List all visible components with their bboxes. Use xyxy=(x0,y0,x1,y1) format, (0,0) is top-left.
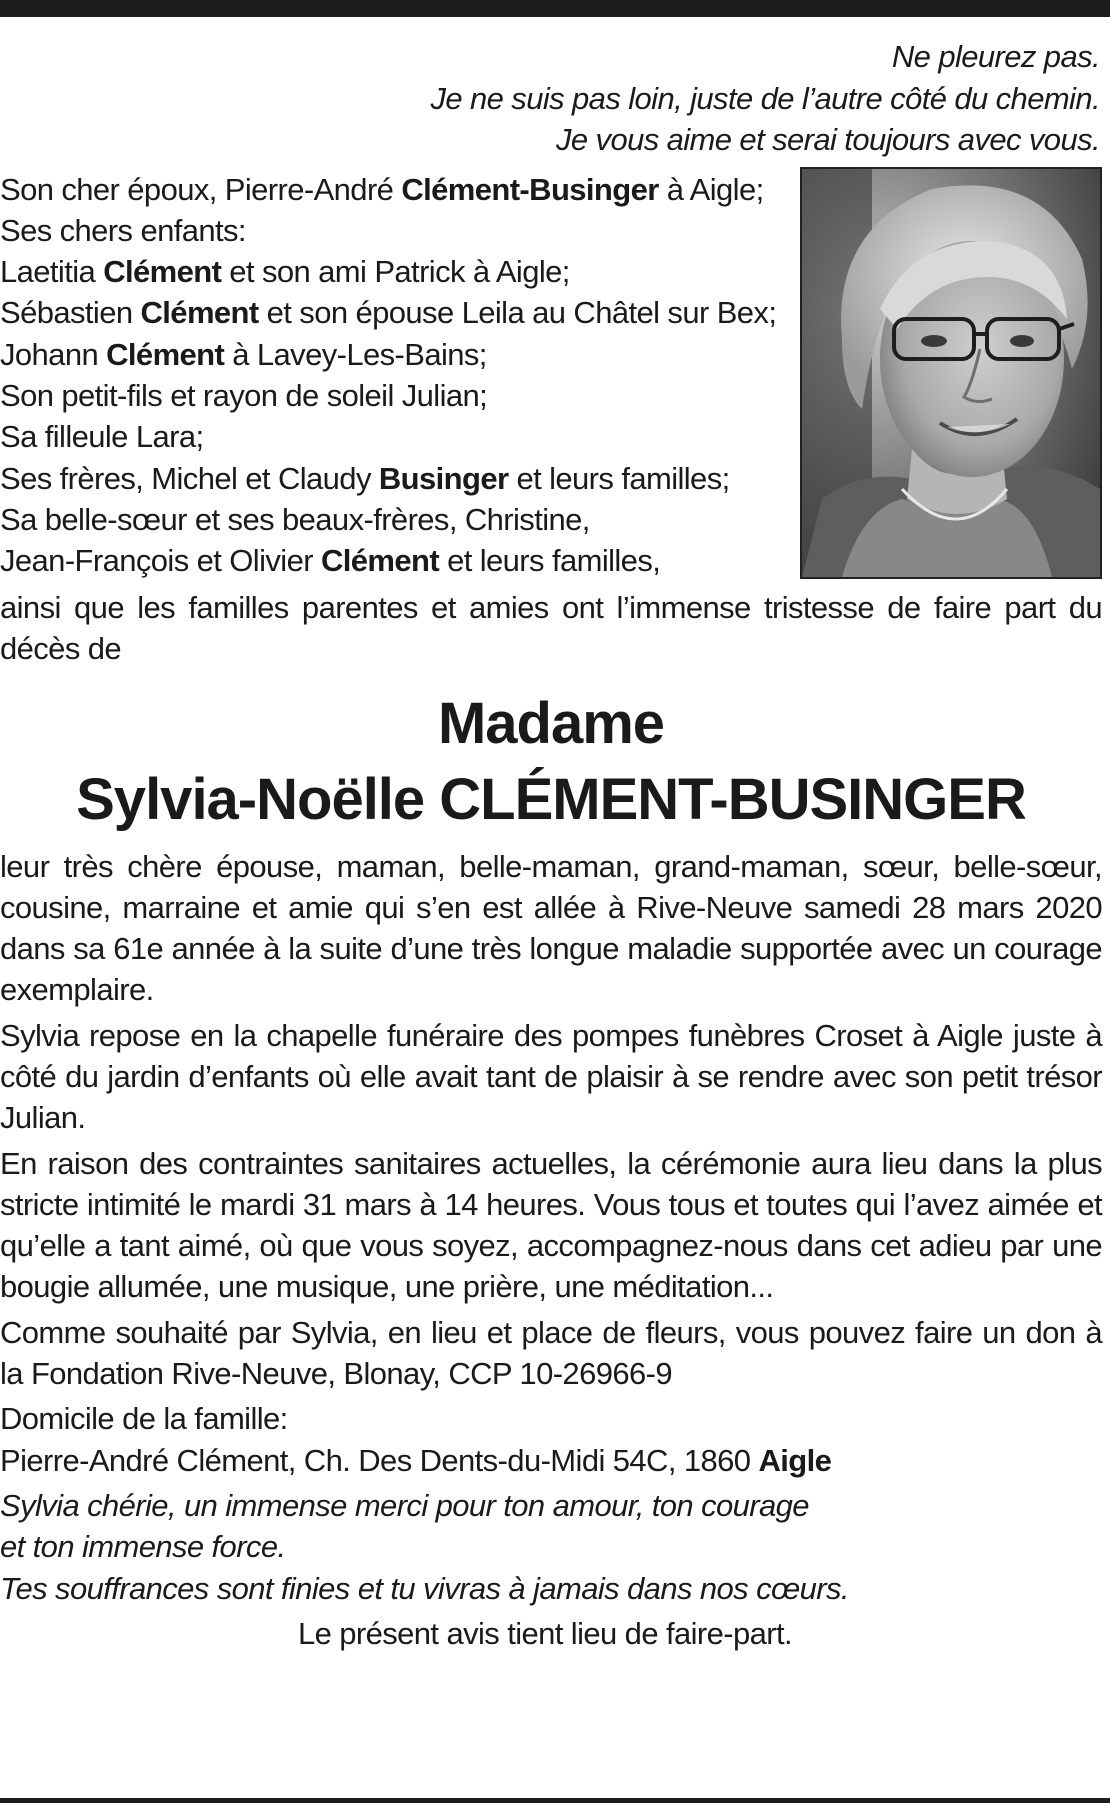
family-text: Jean-François et Olivier xyxy=(0,543,321,579)
family-line xyxy=(0,458,790,499)
family-text: Son cher époux, Pierre-André xyxy=(0,171,402,207)
family-surname: Clément xyxy=(140,295,259,331)
rest-paragraph: Sylvia repose en la chapelle funéraire des pompes funèbres Croset à Aigle juste à côté du jardin d’enfants où elle avait tant de plaisir à se rendre avec son petit trésor Julian. xyxy=(0,1017,1102,1136)
domicile-address-line xyxy=(0,1440,1102,1481)
domicile-city: Aigle xyxy=(758,1442,832,1478)
family-line xyxy=(0,540,790,581)
domicile-address: Pierre-André Clément, Ch. Des Dents-du-Midi 54C, 1860 xyxy=(0,1442,759,1478)
family-text: Johann xyxy=(0,336,107,372)
family-list xyxy=(0,169,790,582)
family-surname: Clément xyxy=(106,336,225,372)
family-line xyxy=(0,292,790,333)
announcement: ainsi que les familles parentes et amies ont l’immense tristesse de faire part du décès de xyxy=(0,589,1102,666)
family-text: Son petit-fils et rayon de soleil Julian; xyxy=(0,377,488,413)
closing-message xyxy=(0,1485,1102,1609)
domicile xyxy=(0,1398,1102,1481)
family-line xyxy=(0,499,790,540)
family-text: à Lavey-Les-Bains; xyxy=(224,336,487,372)
family-text: et son ami Patrick à Aigle; xyxy=(221,254,570,290)
family-line xyxy=(0,334,790,375)
domicile-label: Domicile de la famille: xyxy=(0,1401,288,1437)
family-text: et son épouse Leila au Châtel sur Bex; xyxy=(258,295,777,331)
top-rule xyxy=(0,0,1110,17)
deceased-title xyxy=(0,686,1102,838)
family-text: Sébastien xyxy=(0,295,141,331)
family-line xyxy=(0,416,790,457)
epigraph xyxy=(0,36,1100,161)
tribute-paragraph: leur très chère épouse, maman, belle-maman, grand-maman, sœur, belle-sœur, cousine, marraine et amie qui s’en est allée à Rive-Neuve samedi 28 mars 2020 dans sa 61e année à la suite d’une très longue maladie supportée avec un courage exemplaire. xyxy=(0,848,1102,1008)
family-text: Laetitia xyxy=(0,254,104,290)
family-text: Sa filleule Lara; xyxy=(0,419,204,455)
family-text: à Aigle; xyxy=(658,171,764,207)
donation-paragraph: Comme souhaité par Sylvia, en lieu et place de fleurs, vous pouvez faire un don à la Fondation Rive-Neuve, Blonay, CCP 10-26966-9 xyxy=(0,1314,1102,1392)
bottom-rule xyxy=(0,1798,1110,1803)
family-text: Sa belle-sœur et ses beaux-frères, Christine, xyxy=(0,501,590,537)
family-block xyxy=(0,167,1102,587)
ceremony-paragraph: En raison des contraintes sanitaires actuelles, la cérémonie aura lieu dans la plus stricte intimité le mardi 31 mars à 14 heures. Vous tous et toutes qui l’avez aimée et qu’elle a tant aimé, où que vous soyez, accompagnez-nous dans cet adieu par une bougie allumée, une musique, une prière, une méditation... xyxy=(0,1145,1102,1305)
family-line xyxy=(0,210,790,251)
obituary-column xyxy=(0,36,1102,1654)
family-line xyxy=(0,375,790,416)
family-line xyxy=(0,169,790,210)
family-surname: Clément xyxy=(320,543,440,579)
epigraph-line: Ne pleurez pas. xyxy=(891,39,1100,74)
family-surname: Clément xyxy=(103,254,222,290)
closing-line: Sylvia chérie, un immense merci pour ton amour, ton courage xyxy=(0,1487,809,1523)
deceased-name: Sylvia-Noëlle CLÉMENT-BUSINGER xyxy=(76,766,1026,832)
epigraph-line: Je vous aime et serai toujours avec vous. xyxy=(555,122,1100,157)
family-text: Ses frères, Michel et Claudy xyxy=(0,460,379,496)
family-line xyxy=(0,251,790,292)
closing-line: Tes souffrances sont finies et tu vivras à jamais dans nos cœurs. xyxy=(0,1570,849,1606)
epigraph-line: Je ne suis pas loin, juste de l’autre côté du chemin. xyxy=(430,80,1100,116)
closing-line: et ton immense force. xyxy=(0,1529,286,1565)
family-text: Ses chers enfants: xyxy=(0,212,246,248)
family-surname: Businger xyxy=(378,460,509,496)
family-surname: Clément-Businger xyxy=(401,171,659,207)
portrait-photo xyxy=(800,167,1102,579)
honorific: Madame xyxy=(437,690,665,756)
portrait-image xyxy=(802,169,1100,577)
family-text: et leurs familles; xyxy=(508,460,730,496)
notice-line: Le présent avis tient lieu de faire-part. xyxy=(297,1615,793,1651)
family-text: et leurs familles, xyxy=(439,543,661,579)
